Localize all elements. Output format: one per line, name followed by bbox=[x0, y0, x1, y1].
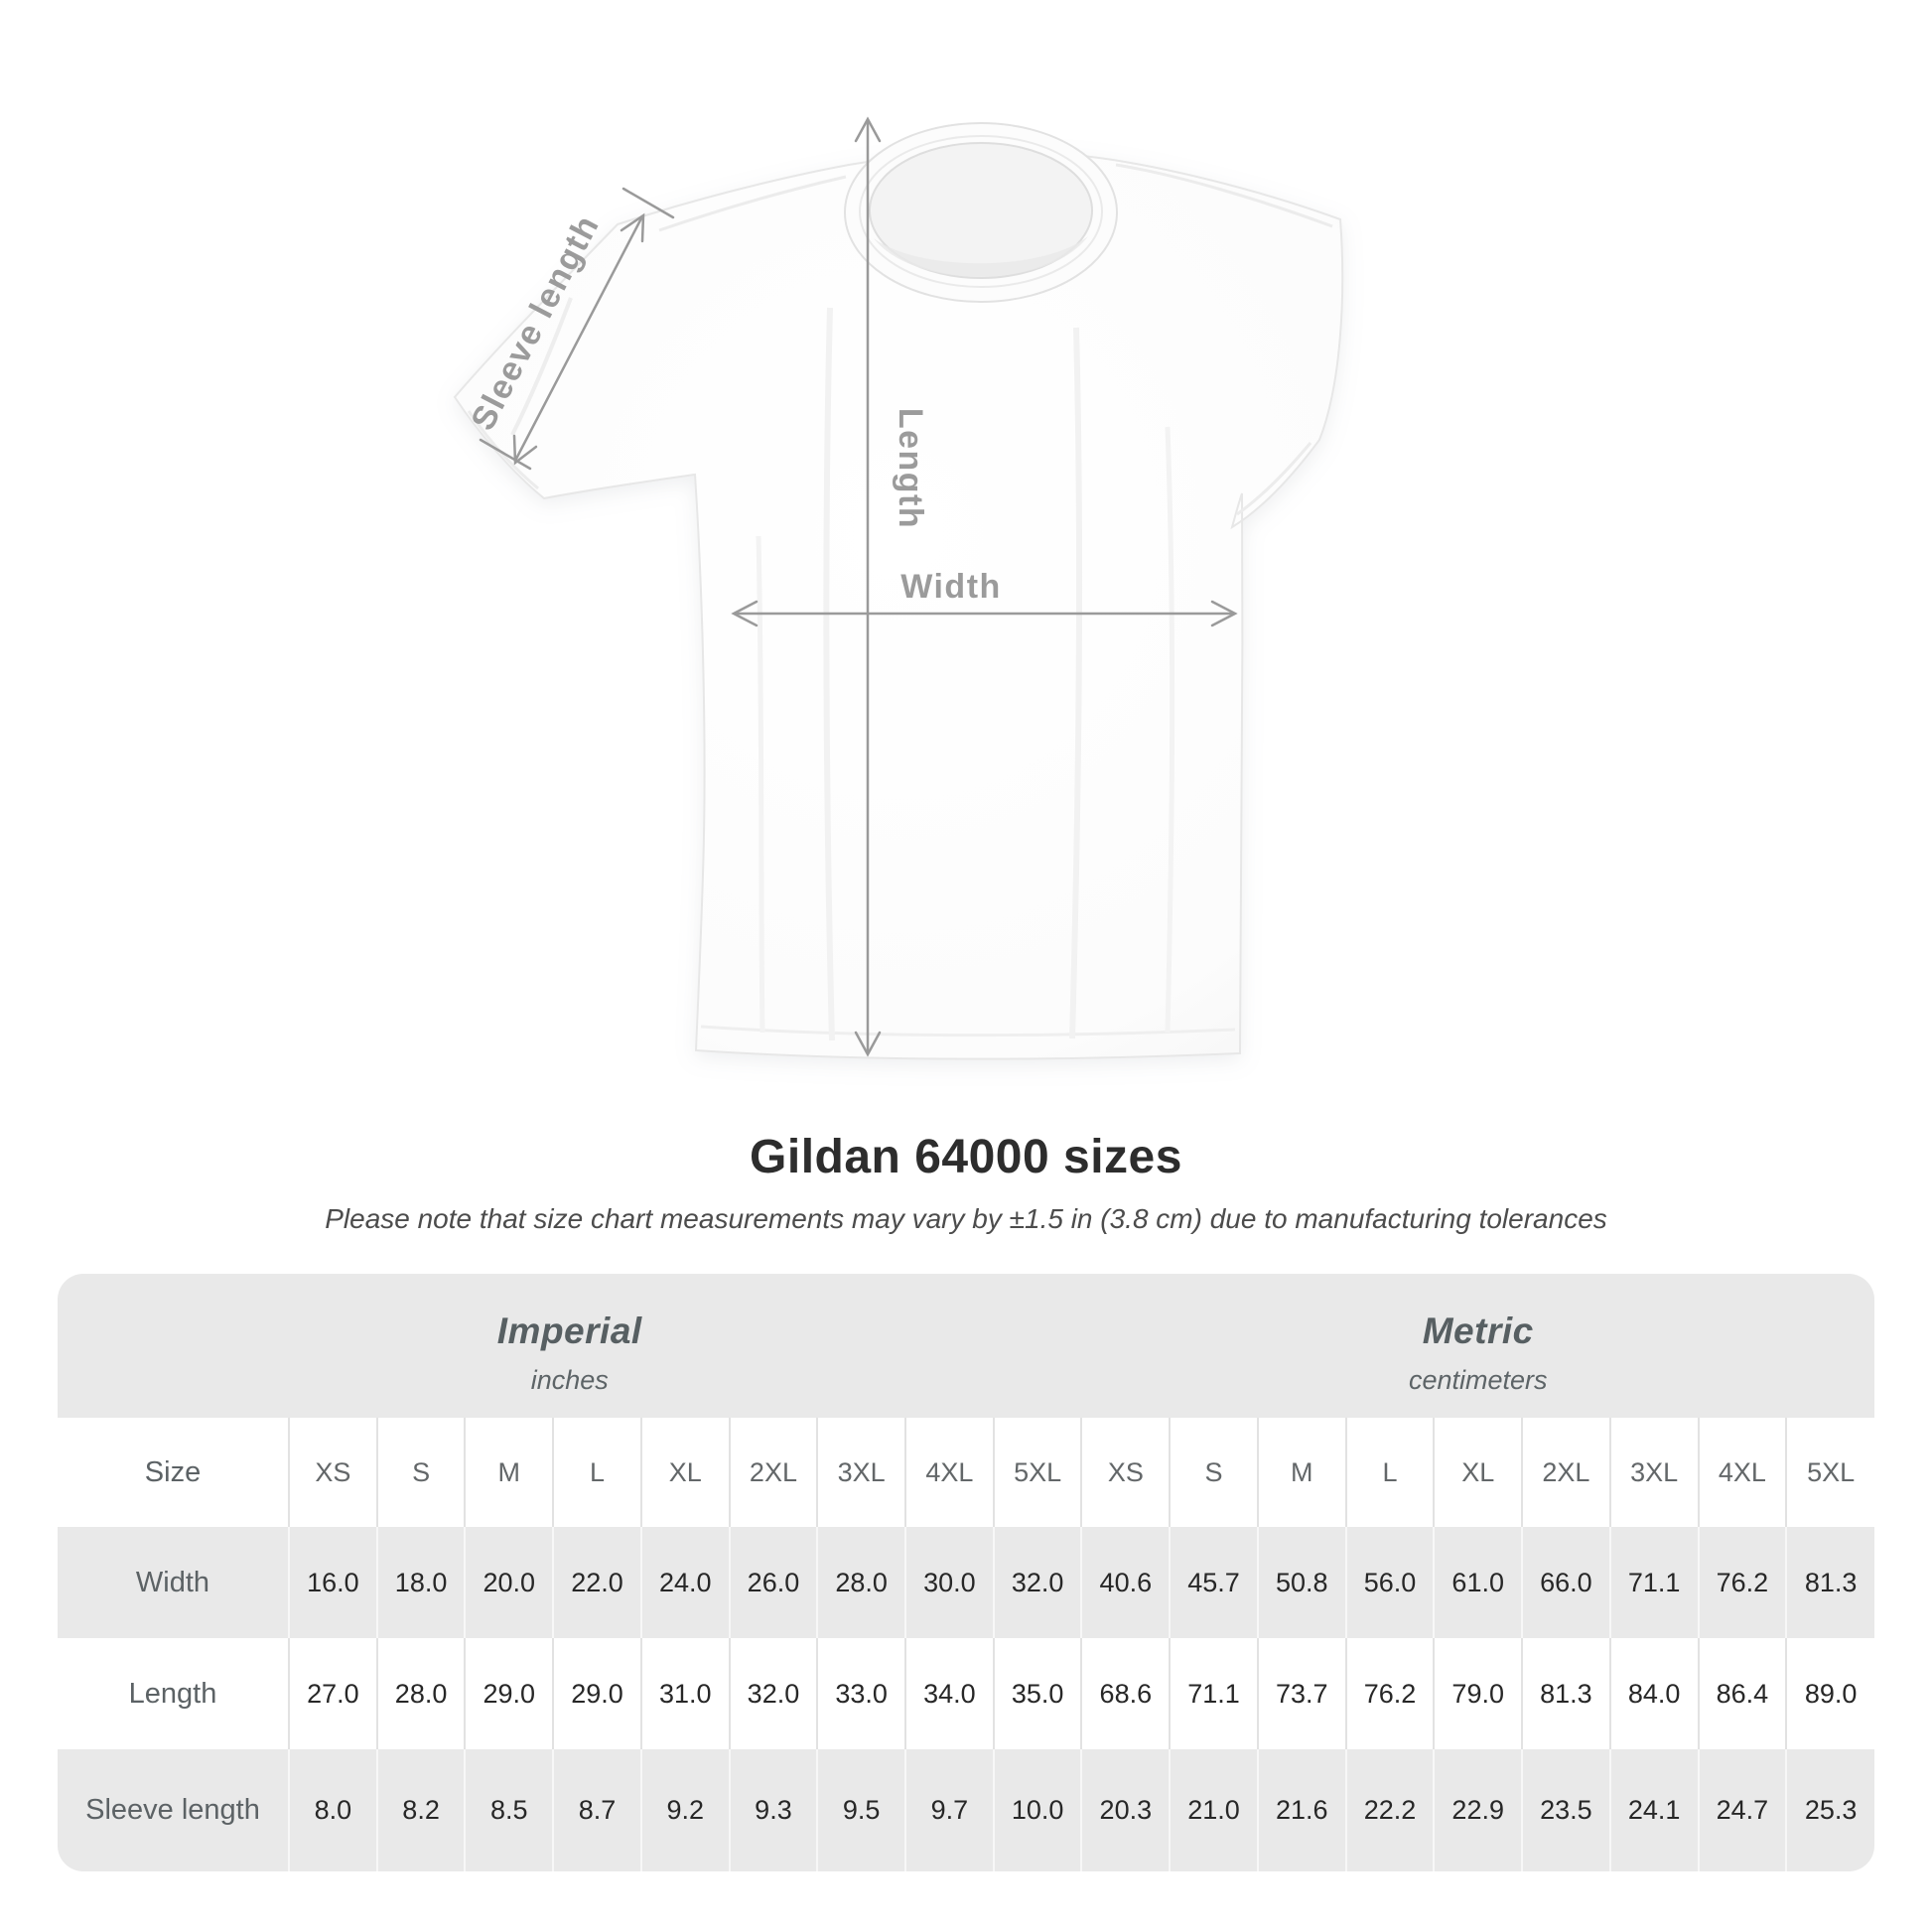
size-col: 4XL bbox=[905, 1418, 994, 1527]
value-cell: 8.7 bbox=[553, 1749, 641, 1871]
imperial-unit: inches bbox=[530, 1364, 609, 1395]
value-cell: 21.0 bbox=[1170, 1749, 1258, 1871]
metric-group-header bbox=[1081, 1274, 1874, 1418]
value-cell: 8.0 bbox=[289, 1749, 377, 1871]
value-cell: 86.4 bbox=[1699, 1638, 1787, 1749]
metric-unit: centimeters bbox=[1408, 1364, 1548, 1395]
width-row bbox=[58, 1527, 1874, 1638]
value-cell: 18.0 bbox=[377, 1527, 466, 1638]
value-cell: 45.7 bbox=[1170, 1527, 1258, 1638]
size-header-row bbox=[58, 1418, 1874, 1527]
size-col: L bbox=[553, 1418, 641, 1527]
value-cell: 28.0 bbox=[817, 1527, 905, 1638]
size-col: S bbox=[377, 1418, 466, 1527]
size-col: 3XL bbox=[817, 1418, 905, 1527]
value-cell: 89.0 bbox=[1786, 1638, 1874, 1749]
value-cell: 25.3 bbox=[1786, 1749, 1874, 1871]
collar bbox=[845, 123, 1117, 302]
value-cell: 26.0 bbox=[730, 1527, 818, 1638]
size-col: 3XL bbox=[1610, 1418, 1699, 1527]
value-cell: 71.1 bbox=[1170, 1638, 1258, 1749]
size-col: 4XL bbox=[1699, 1418, 1787, 1527]
value-cell: 32.0 bbox=[994, 1527, 1082, 1638]
value-cell: 8.2 bbox=[377, 1749, 466, 1871]
value-cell: 22.9 bbox=[1434, 1749, 1522, 1871]
value-cell: 79.0 bbox=[1434, 1638, 1522, 1749]
value-cell: 27.0 bbox=[289, 1638, 377, 1749]
value-cell: 40.6 bbox=[1081, 1527, 1170, 1638]
value-cell: 20.3 bbox=[1081, 1749, 1170, 1871]
value-cell: 9.2 bbox=[641, 1749, 730, 1871]
value-cell: 73.7 bbox=[1258, 1638, 1346, 1749]
value-cell: 68.6 bbox=[1081, 1638, 1170, 1749]
size-col: L bbox=[1346, 1418, 1435, 1527]
value-cell: 76.2 bbox=[1699, 1527, 1787, 1638]
size-col: 2XL bbox=[1522, 1418, 1610, 1527]
width-label: Width bbox=[900, 568, 1002, 606]
value-cell: 23.5 bbox=[1522, 1749, 1610, 1871]
value-cell: 10.0 bbox=[994, 1749, 1082, 1871]
size-col: M bbox=[1258, 1418, 1346, 1527]
value-cell: 84.0 bbox=[1610, 1638, 1699, 1749]
size-col: XL bbox=[1434, 1418, 1522, 1527]
value-cell: 22.0 bbox=[553, 1527, 641, 1638]
size-col: M bbox=[465, 1418, 553, 1527]
page-title: Gildan 64000 sizes bbox=[750, 1131, 1182, 1183]
value-cell: 56.0 bbox=[1346, 1527, 1435, 1638]
value-cell: 66.0 bbox=[1522, 1527, 1610, 1638]
value-cell: 22.2 bbox=[1346, 1749, 1435, 1871]
unit-group-header-row bbox=[58, 1274, 1874, 1418]
value-cell: 81.3 bbox=[1786, 1527, 1874, 1638]
value-cell: 28.0 bbox=[377, 1638, 466, 1749]
value-cell: 50.8 bbox=[1258, 1527, 1346, 1638]
size-col: XL bbox=[641, 1418, 730, 1527]
value-cell: 16.0 bbox=[289, 1527, 377, 1638]
value-cell: 61.0 bbox=[1434, 1527, 1522, 1638]
value-cell: 34.0 bbox=[905, 1638, 994, 1749]
value-cell: 20.0 bbox=[465, 1527, 553, 1638]
metric-label: Metric bbox=[1422, 1310, 1534, 1351]
value-cell: 9.3 bbox=[730, 1749, 818, 1871]
value-cell: 30.0 bbox=[905, 1527, 994, 1638]
value-cell: 8.5 bbox=[465, 1749, 553, 1871]
value-cell: 24.0 bbox=[641, 1527, 730, 1638]
sleeve-length-row bbox=[58, 1749, 1874, 1871]
value-cell: 24.1 bbox=[1610, 1749, 1699, 1871]
tshirt-illustration bbox=[455, 123, 1342, 1059]
size-col: 2XL bbox=[730, 1418, 818, 1527]
value-cell: 9.7 bbox=[905, 1749, 994, 1871]
value-cell: 29.0 bbox=[553, 1638, 641, 1749]
value-cell: 32.0 bbox=[730, 1638, 818, 1749]
row-label-length: Length bbox=[128, 1677, 217, 1710]
value-cell: 76.2 bbox=[1346, 1638, 1435, 1749]
value-cell: 31.0 bbox=[641, 1638, 730, 1749]
imperial-group-header bbox=[58, 1274, 1081, 1418]
imperial-label: Imperial bbox=[496, 1310, 642, 1351]
value-cell: 29.0 bbox=[465, 1638, 553, 1749]
value-cell: 81.3 bbox=[1522, 1638, 1610, 1749]
size-col: S bbox=[1170, 1418, 1258, 1527]
value-cell: 9.5 bbox=[817, 1749, 905, 1871]
size-col: 5XL bbox=[1786, 1418, 1874, 1527]
length-label: Length bbox=[892, 407, 929, 530]
value-cell: 71.1 bbox=[1610, 1527, 1699, 1638]
value-cell: 33.0 bbox=[817, 1638, 905, 1749]
length-row bbox=[58, 1638, 1874, 1749]
row-label-width: Width bbox=[135, 1566, 210, 1598]
size-col: XS bbox=[289, 1418, 377, 1527]
value-cell: 24.7 bbox=[1699, 1749, 1787, 1871]
value-cell: 21.6 bbox=[1258, 1749, 1346, 1871]
size-table bbox=[58, 1274, 1874, 1871]
size-header: Size bbox=[144, 1455, 202, 1488]
value-cell: 35.0 bbox=[994, 1638, 1082, 1749]
size-col: XS bbox=[1081, 1418, 1170, 1527]
row-label-sleeve-length: Sleeve length bbox=[85, 1794, 260, 1826]
size-col: 5XL bbox=[994, 1418, 1082, 1527]
tolerance-note: Please note that size chart measurements may vary by ±1.5 in (3.8 cm) due to manufacturing tolerances bbox=[325, 1203, 1607, 1234]
sleeve-length-label: Sleeve length bbox=[464, 208, 608, 437]
